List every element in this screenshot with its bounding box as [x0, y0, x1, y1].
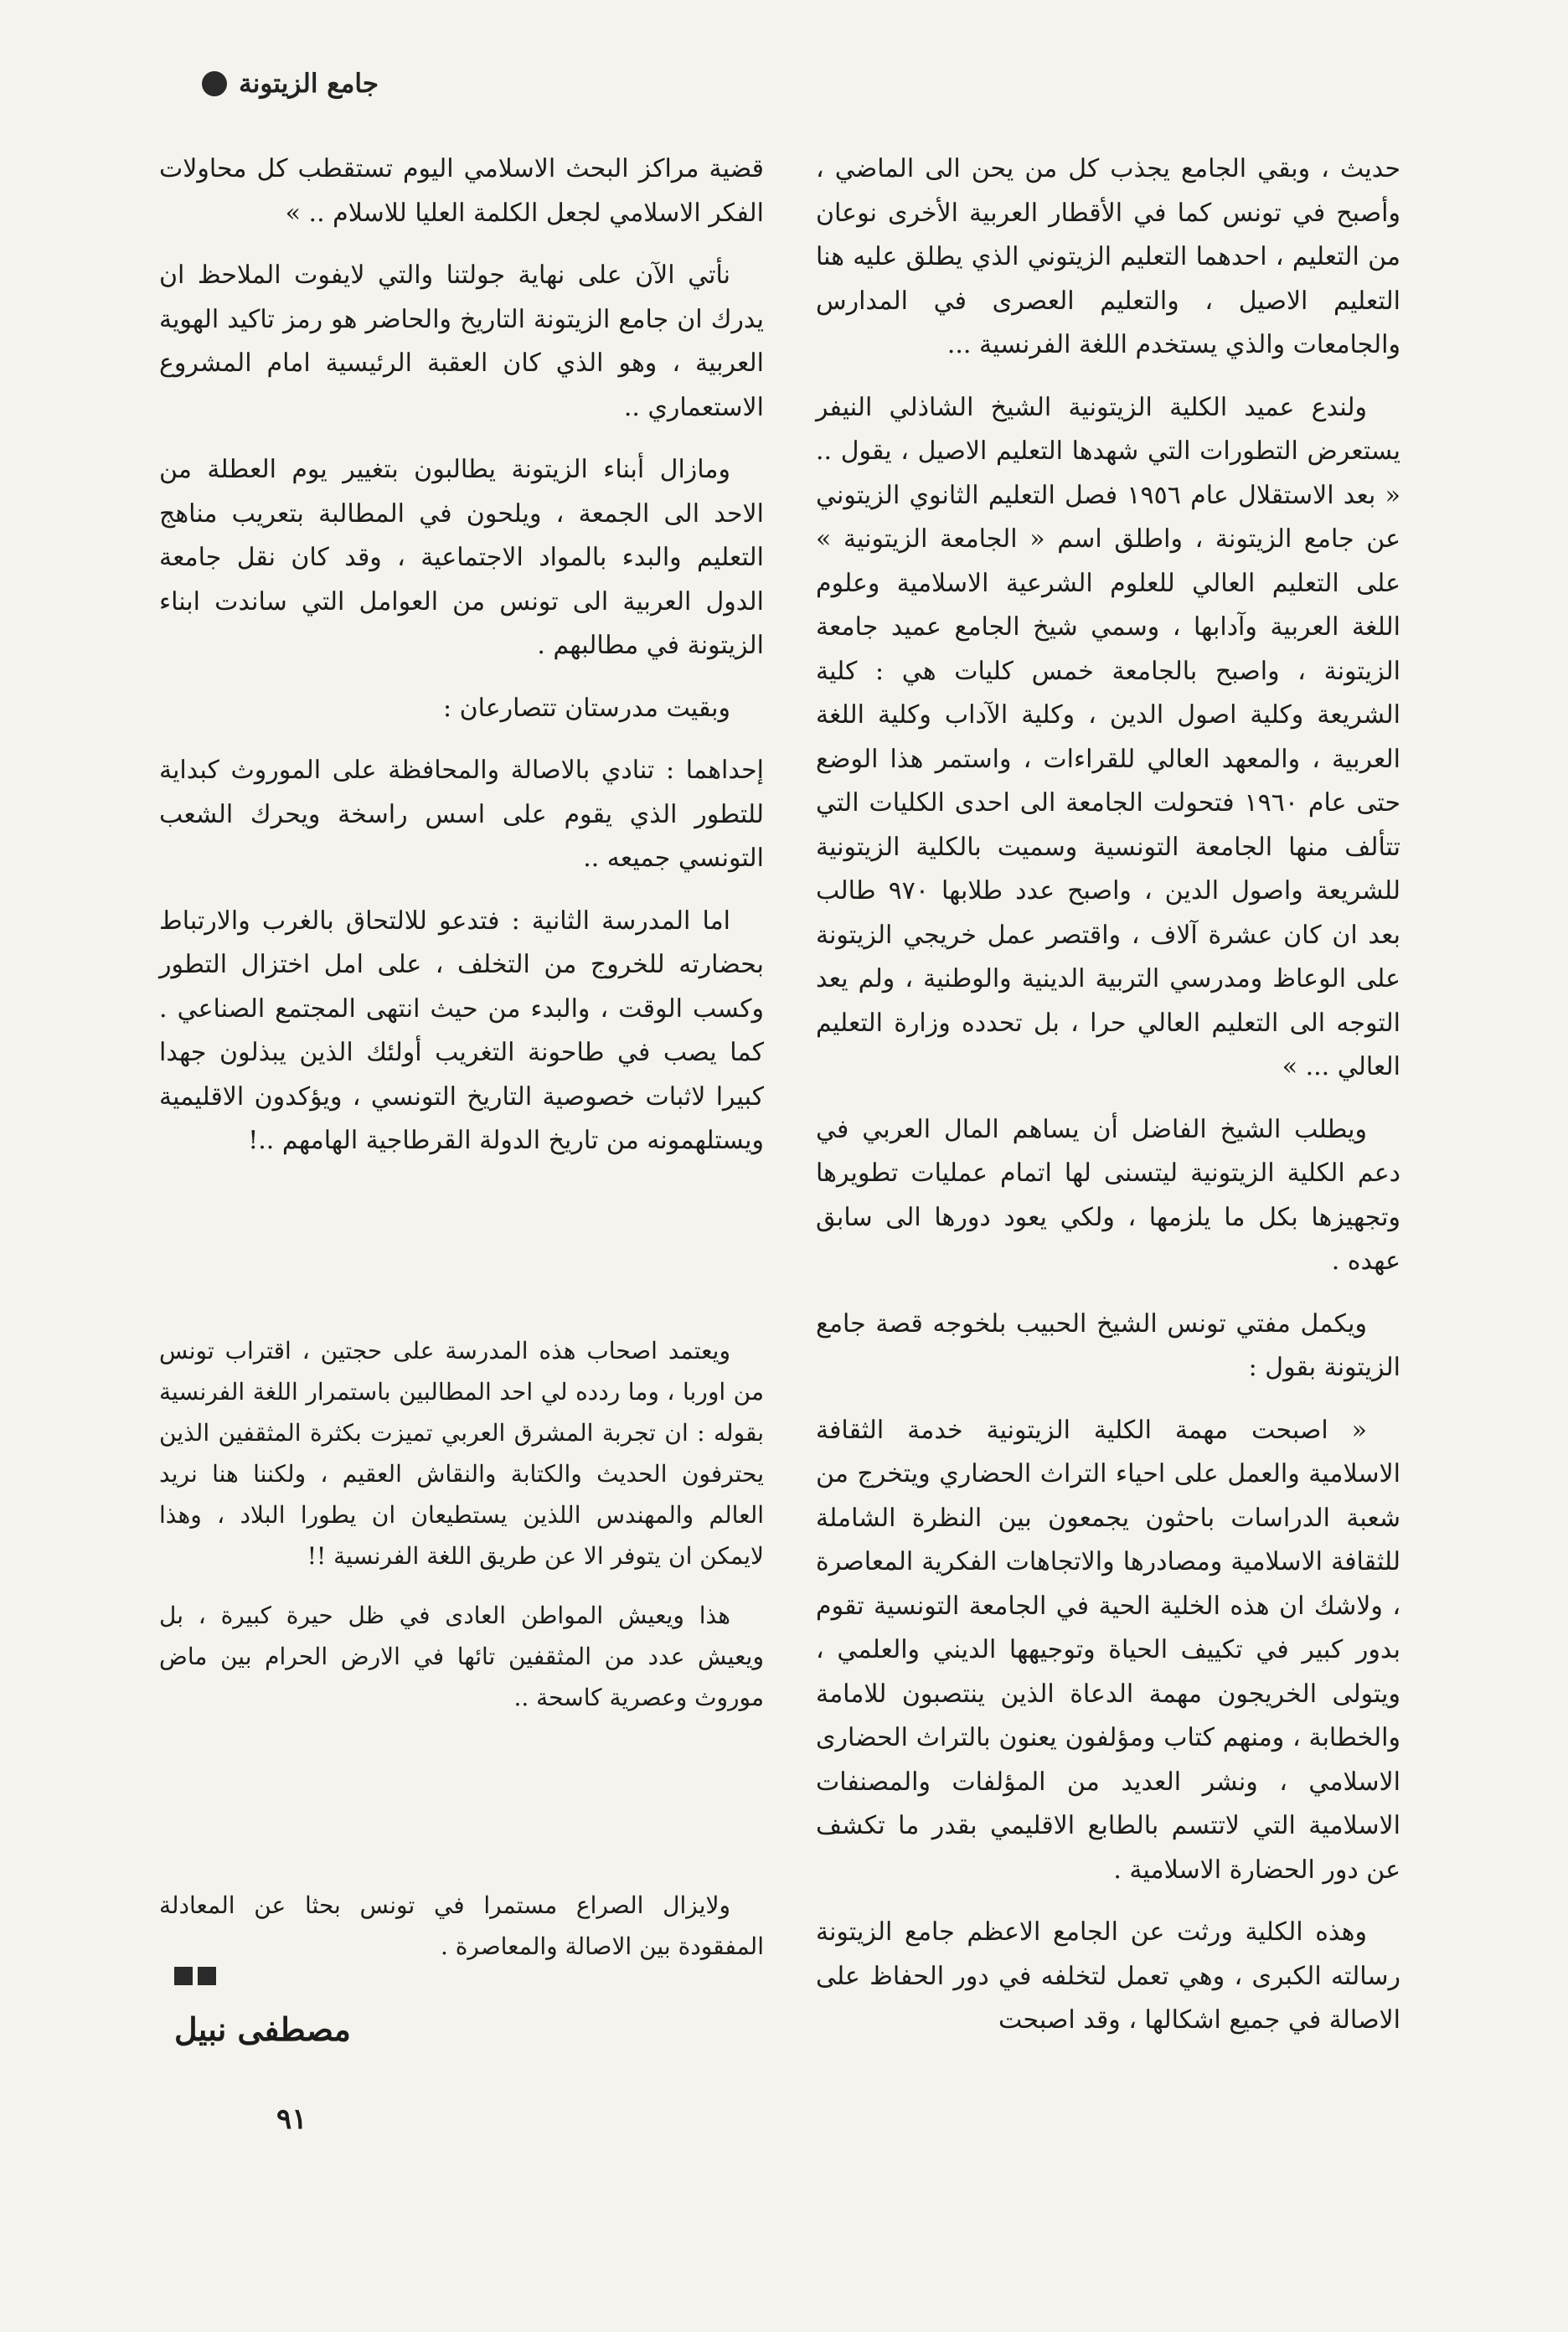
author-signature: مصطفى نبيل	[174, 2010, 351, 2048]
paragraph: قضية مراكز البحث الاسلامي اليوم تستقطب كل محاولات الفكر الاسلامي لجعل الكلمة العليا للاسلام .. »	[159, 154, 764, 228]
paragraph: ولايزال الصراع مستمرا في تونس بحثا عن المعادلة المفقودة بين الاصالة والمعاصرة .	[159, 1891, 764, 1960]
paragraph: إحداهما : تنادي بالاصالة والمحافظة على الموروث كبداية للتطور الذي يقوم على اسس راسخة ويحرك الشعب التونسي جميعه ..	[159, 756, 764, 873]
paragraph: نأتي الآن على نهاية جولتنا والتي لايفوت الملاحظ ان يدرك ان جامع الزيتونة التاريخ والحاضر هو رمز تاكيد الهوية العربية ، وهو الذي كان العقبة الرئيسية امام المشروع الاستعماري ..	[159, 261, 765, 422]
paragraph: ويعتمد اصحاب هذه المدرسة على حجتين ، اقتراب تونس من اوربا ، وما ردده لي احد المطالبين باستمرار اللغة الفرنسية بقوله : ان تجربة المشرق العربي تميزت بكثرة المثقفين الذين يحترفون الحديث والكتابة والنقاش العقيم ، ولكننا هنا نريد العالم والمهندس اللذين يستطيعان ان يطورا البلاد ، وهذا لايمكن ان يتوفر الا عن طريق اللغة الفرنسية !!	[159, 1337, 764, 1570]
paragraph: وهذه الكلية ورثت عن الجامع الاعظم جامع الزيتونة رسالته الكبرى ، وهي تعمل لتخلفه في دور الحفاظ على الاصالة في جميع اشكالها ، وقد اصبحت	[816, 1917, 1400, 2035]
paragraph: ولندع عميد الكلية الزيتونية الشيخ الشاذلي النيفر يستعرض التطورات التي شهدها التعليم الاصيل ، يقول .. « بعد الاستقلال عام ١٩٥٦ فصل التعليم الثانوي الزيتوني عن جامع الزيتونة ، واطلق اسم « الجامعة الزيتونية » على التعليم العالي للعلوم الشرعية الاسلامية وعلوم اللغة العربية وآدابها ، وسمي شيخ الجامع عميد جامعة الزيتونة ، واصبح بالجامعة خمس كليات هي : كلية الشريعة وكلية اصول الدين ، وكلية الآداب وكلية اللغة العربية ، والمعهد العالي للقراءات ، واستمر هذا الوضع حتى عام ١٩٦٠ فتحولت الجامعة الى احدى الكليات التي تتألف منها الجامعة التونسية وسميت بالكلية الزيتونية للشريعة واصول الدين ، واصبح عدد طلابها ٩٧٠ طالب بعد ان كان عشرة آلاف ، واقتصر عمل خريجي الزيتونة على الوعاظ ومدرسي التربية الدينية والوطنية ، ولم يعد التوجه الى التعليم العالي حرا ، بل تحدده وزارة التعليم العالي ... »	[816, 392, 1401, 1081]
section-title: جامع الزيتونة	[239, 69, 379, 99]
paragraph: ويكمل مفتي تونس الشيخ الحبيب بلخوجه قصة جامع الزيتونة بقول :	[816, 1308, 1400, 1382]
left-column-lower	[159, 1330, 764, 1736]
paragraph: وبقيت مدرستان تتصارعان :	[442, 693, 730, 723]
left-column-upper	[159, 147, 764, 1182]
paragraph: اما المدرسة الثانية : فتدعو للالتحاق بالغرب والارتباط بحضارته للخروج من التخلف ، على امل اختزال التطور وكسب الوقت ، والبدء من حيث انتهى المجتمع الصناعي . كما يصب في طاحونة التغريب أولئك الذين يبذلون جهدا كبيرا لاثبات خصوصية التاريخ التونسي ، ويؤكدون الاقليمية ويستلهمونه من تاريخ الدولة القرطاجية الهامهم ..!	[159, 905, 764, 1155]
paragraph: « اصبحت مهمة الكلية الزيتونية خدمة الثقافة الاسلامية والعمل على احياء التراث الحضاري ويتخرج من شعبة الدراسات باحثون يجمعون بين النظرة الشاملة للثقافة الاسلامية ومصادرها والاتجاهات الفكرية المعاصرة ، ولاشك ان هذه الخلية الحية في الجامعة التونسية تقوم بدور كبير في تكييف الحياة وتوجيهها الديني والعلمي ، ويتولى الخريجون مهمة الدعاة الذين ينتصبون للامامة والخطابة ، ومنهم كتاب ومؤلفون يعنون بالتراث الحضارى الاسلامي ، ونشر العديد من المؤلفات والمصنفات الاسلامية التي لاتتسم بالطابع الاقليمي بقدر ما تكشف عن دور الحضارة الاسلامية .	[816, 1415, 1400, 1885]
paragraph: هذا ويعيش المواطن العادى في ظل حيرة كبيرة ، بل ويعيش عدد من المثقفين تائها في الارض الحرام بين ماض موروث وعصرية كاسحة ..	[159, 1602, 764, 1711]
bullet-icon	[202, 71, 227, 96]
closing-paragraph	[159, 1885, 764, 1985]
page-number: ٩١	[276, 2102, 307, 2136]
paragraph: ومازال أبناء الزيتونة يطالبون بتغيير يوم العطلة من الاحد الى الجمعة ، ويلحون في المطالبة بتعريب مناهج التعليم والبدء بالمواد الاجتماعية ، وقد كان نقل جامعة الدول العربية الى تونس من العوامل التي ساندت ابناء الزيتونة في مطالبهم .	[159, 455, 764, 660]
paragraph: ويطلب الشيخ الفاضل أن يساهم المال العربي في دعم الكلية الزيتونية ليتسنى لها اتمام عمليات تطويرها وتجهيزها بكل ما يلزمها ، ولكي يعود دورها الى سابق عهده .	[816, 1114, 1401, 1276]
right-column	[816, 147, 1400, 2061]
paragraph: حديث ، وبقي الجامع يجذب كل من يحن الى الماضي ، وأصبح في تونس كما في الأقطار العربية الأخرى نوعان من التعليم ، احدهما التعليم الزيتوني الذي يطلق عليه هنا التعليم الاصيل ، والتعليم العصرى في المدارس والجامعات والذي يستخدم اللغة الفرنسية ...	[816, 154, 1400, 359]
section-header	[161, 59, 379, 109]
end-mark-icon	[174, 1967, 216, 1985]
